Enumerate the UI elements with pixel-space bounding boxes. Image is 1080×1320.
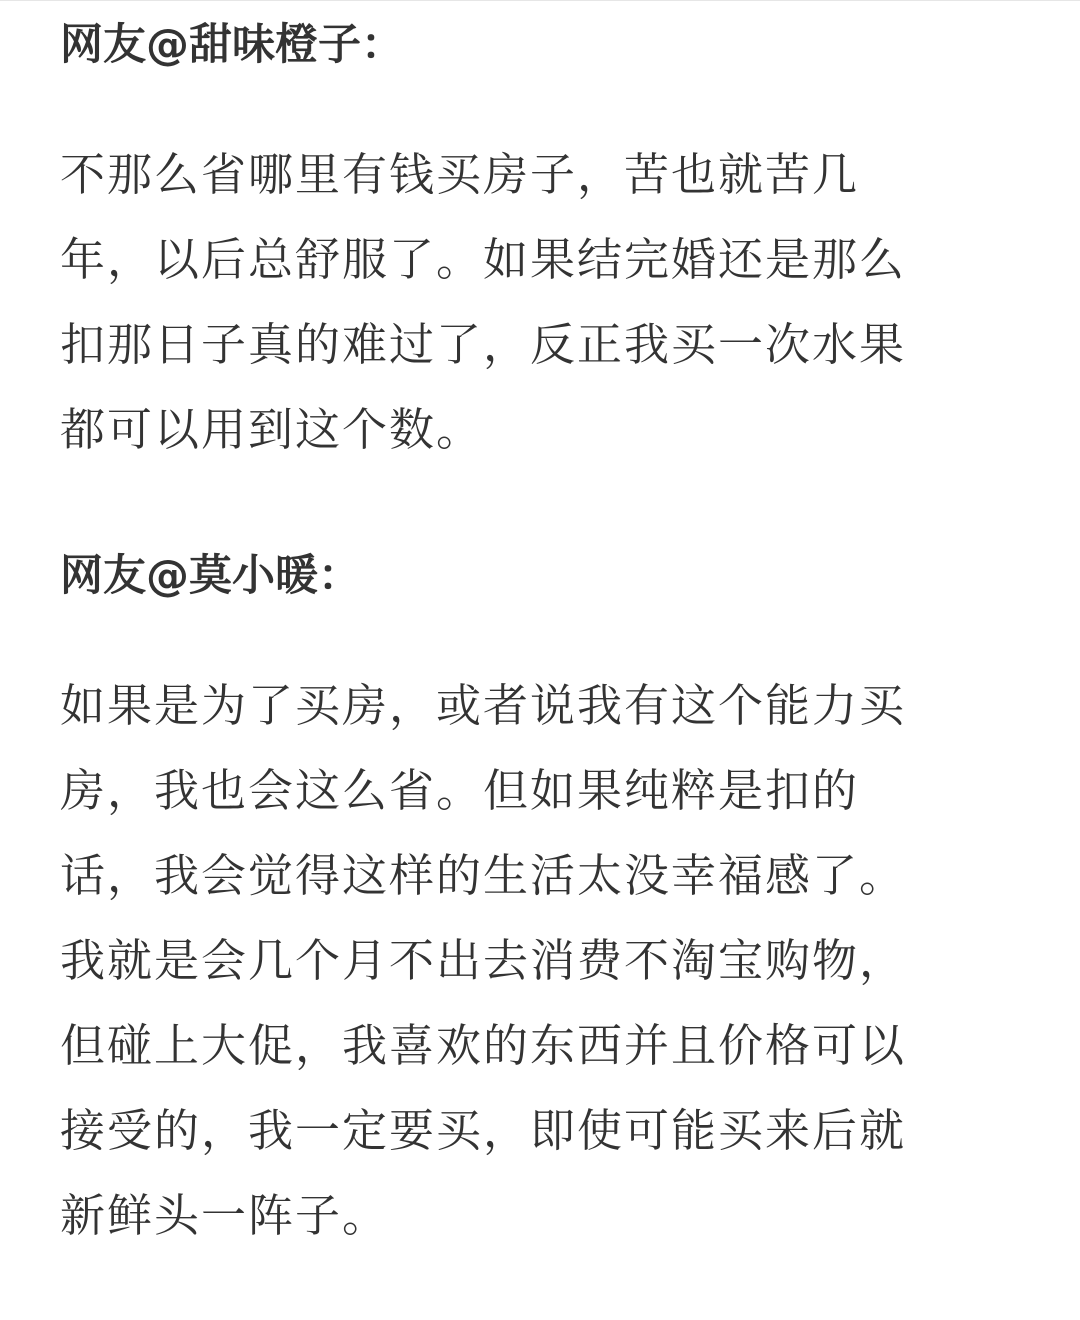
comment-line: 新鲜头一阵子。	[60, 1189, 390, 1242]
top-divider	[0, 0, 1080, 1]
spacer	[60, 76, 1025, 132]
spacer	[60, 472, 1025, 545]
comment-line: 扣那日子真的难过了，反正我买一次水果	[60, 318, 907, 371]
comment-line: 不那么省哪里有钱买房子，苦也就苦几	[60, 148, 860, 201]
comment-line: 年，以后总舒服了。如果结完婚还是那么	[60, 233, 907, 286]
comment-line: 我就是会几个月不出去消费不淘宝购物，	[60, 934, 907, 987]
comment-author-1: 网友@甜味橙子：	[60, 20, 404, 70]
article-content	[60, 14, 1025, 1258]
comment-line: 如果是为了买房，或者说我有这个能力买	[60, 679, 907, 732]
comment-body-2	[60, 663, 1025, 1258]
comment-line: 都可以用到这个数。	[60, 403, 484, 456]
comment-line: 但碰上大促，我喜欢的东西并且价格可以	[60, 1019, 907, 1072]
comment-author-2: 网友@莫小暖：	[60, 551, 361, 601]
comment-line: 房，我也会这么省。但如果纯粹是扣的	[60, 764, 860, 817]
comment-line: 话，我会觉得这样的生活太没幸福感了。	[60, 849, 907, 902]
spacer	[60, 607, 1025, 663]
comment-body-1	[60, 132, 1025, 472]
comment-line: 接受的，我一定要买，即使可能买来后就	[60, 1104, 907, 1157]
